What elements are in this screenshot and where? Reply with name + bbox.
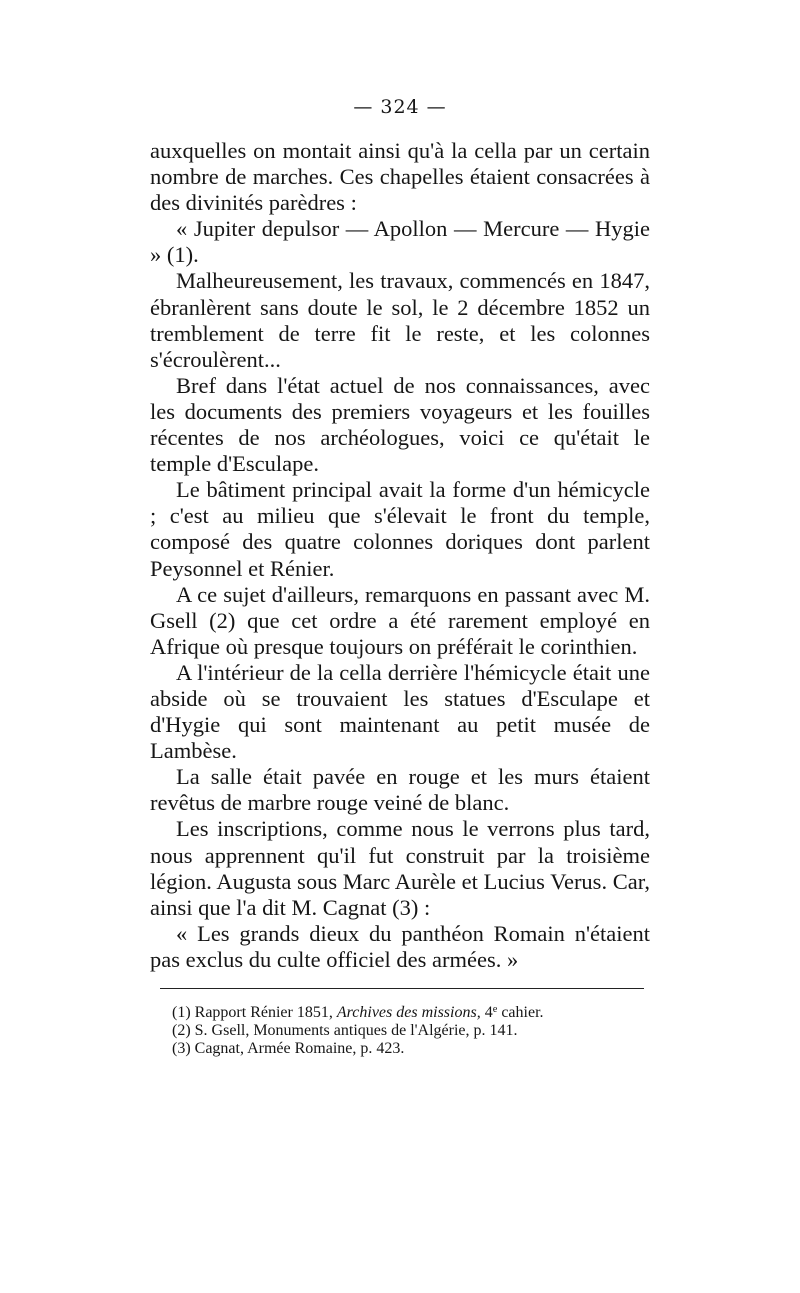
footnote-number: 4	[484, 1004, 493, 1021]
footnotes	[172, 1004, 642, 1058]
footnote-superscript: e	[492, 1003, 498, 1015]
footnote-text: S. Gsell, Monuments antiques de l'Algérie, p. 141.	[194, 1022, 518, 1039]
paragraph-quote-cagnat: « Les grands dieux du panthéon Romain n'étaient pas exclus du culte officiel des armées. »	[150, 920, 650, 972]
paragraph-doric-order: A ce sujet d'ailleurs, remarquons en passant avec M. Gsell (2) que cet ordre a été rarement employé en Afrique où presque toujours on préférait le corinthien.	[150, 581, 650, 659]
footnote-marker: (2)	[172, 1022, 191, 1039]
paragraph-inscriptions: Les inscriptions, comme nous le verrons plus tard, nous apprennent qu'il fut construit par la troisième légion. Augusta sous Marc Aurèle et Lucius Verus. Car, ainsi que l'a dit M. Cagnat (3) :	[150, 816, 650, 920]
footnote-marker: (1)	[172, 1004, 191, 1021]
footnote-marker: (3)	[172, 1040, 191, 1057]
footnote-2	[172, 1022, 642, 1040]
page-number: — 324 —	[353, 96, 447, 118]
footnote-1	[172, 1004, 642, 1022]
footnote-italic-title: Archives des missions,	[336, 1004, 481, 1021]
paragraph-earthquake: Malheureusement, les travaux, commencés en 1847, ébranlèrent sans doute le sol, le 2 décembre 1852 un tremblement de terre fit le reste, et les colonnes s'écroulèrent...	[150, 268, 650, 372]
footnote-text: Cagnat, Armée Romaine, p. 423.	[194, 1040, 405, 1057]
paragraph-continuation: auxquelles on montait ainsi qu'à la cella par un certain nombre de marches. Ces chapelles étaient consacrées à des divinités parèdres :	[150, 138, 650, 216]
paragraph-apse: A l'intérieur de la cella derrière l'hémicycle était une abside où se trouvaient les statues d'Esculape et d'Hygie qui sont maintenant au petit musée de Lambèse.	[150, 659, 650, 764]
footnote-text: Rapport Rénier 1851,	[194, 1004, 333, 1021]
footnote-divider	[160, 988, 644, 989]
footnote-text-end: cahier.	[501, 1004, 544, 1021]
paragraph-main-building: Le bâtiment principal avait la forme d'un hémicycle ; c'est au milieu que s'élevait le front du temple, composé des quatre colonnes doriques dont parlent Peysonnel et Rénier.	[150, 477, 650, 581]
footnote-3	[172, 1040, 642, 1058]
paragraph-floor: La salle était pavée en rouge et les murs étaient revêtus de marbre rouge veiné de blanc.	[150, 764, 650, 816]
paragraph-temple-intro: Bref dans l'état actuel de nos connaissances, avec les documents des premiers voyageurs et les fouilles récentes de nos archéologues, voici ce qu'était le temple d'Esculape.	[150, 372, 650, 477]
body-text	[150, 138, 650, 973]
paragraph-quote-deities: « Jupiter depulsor — Apollon — Mercure — Hygie » (1).	[150, 216, 650, 268]
